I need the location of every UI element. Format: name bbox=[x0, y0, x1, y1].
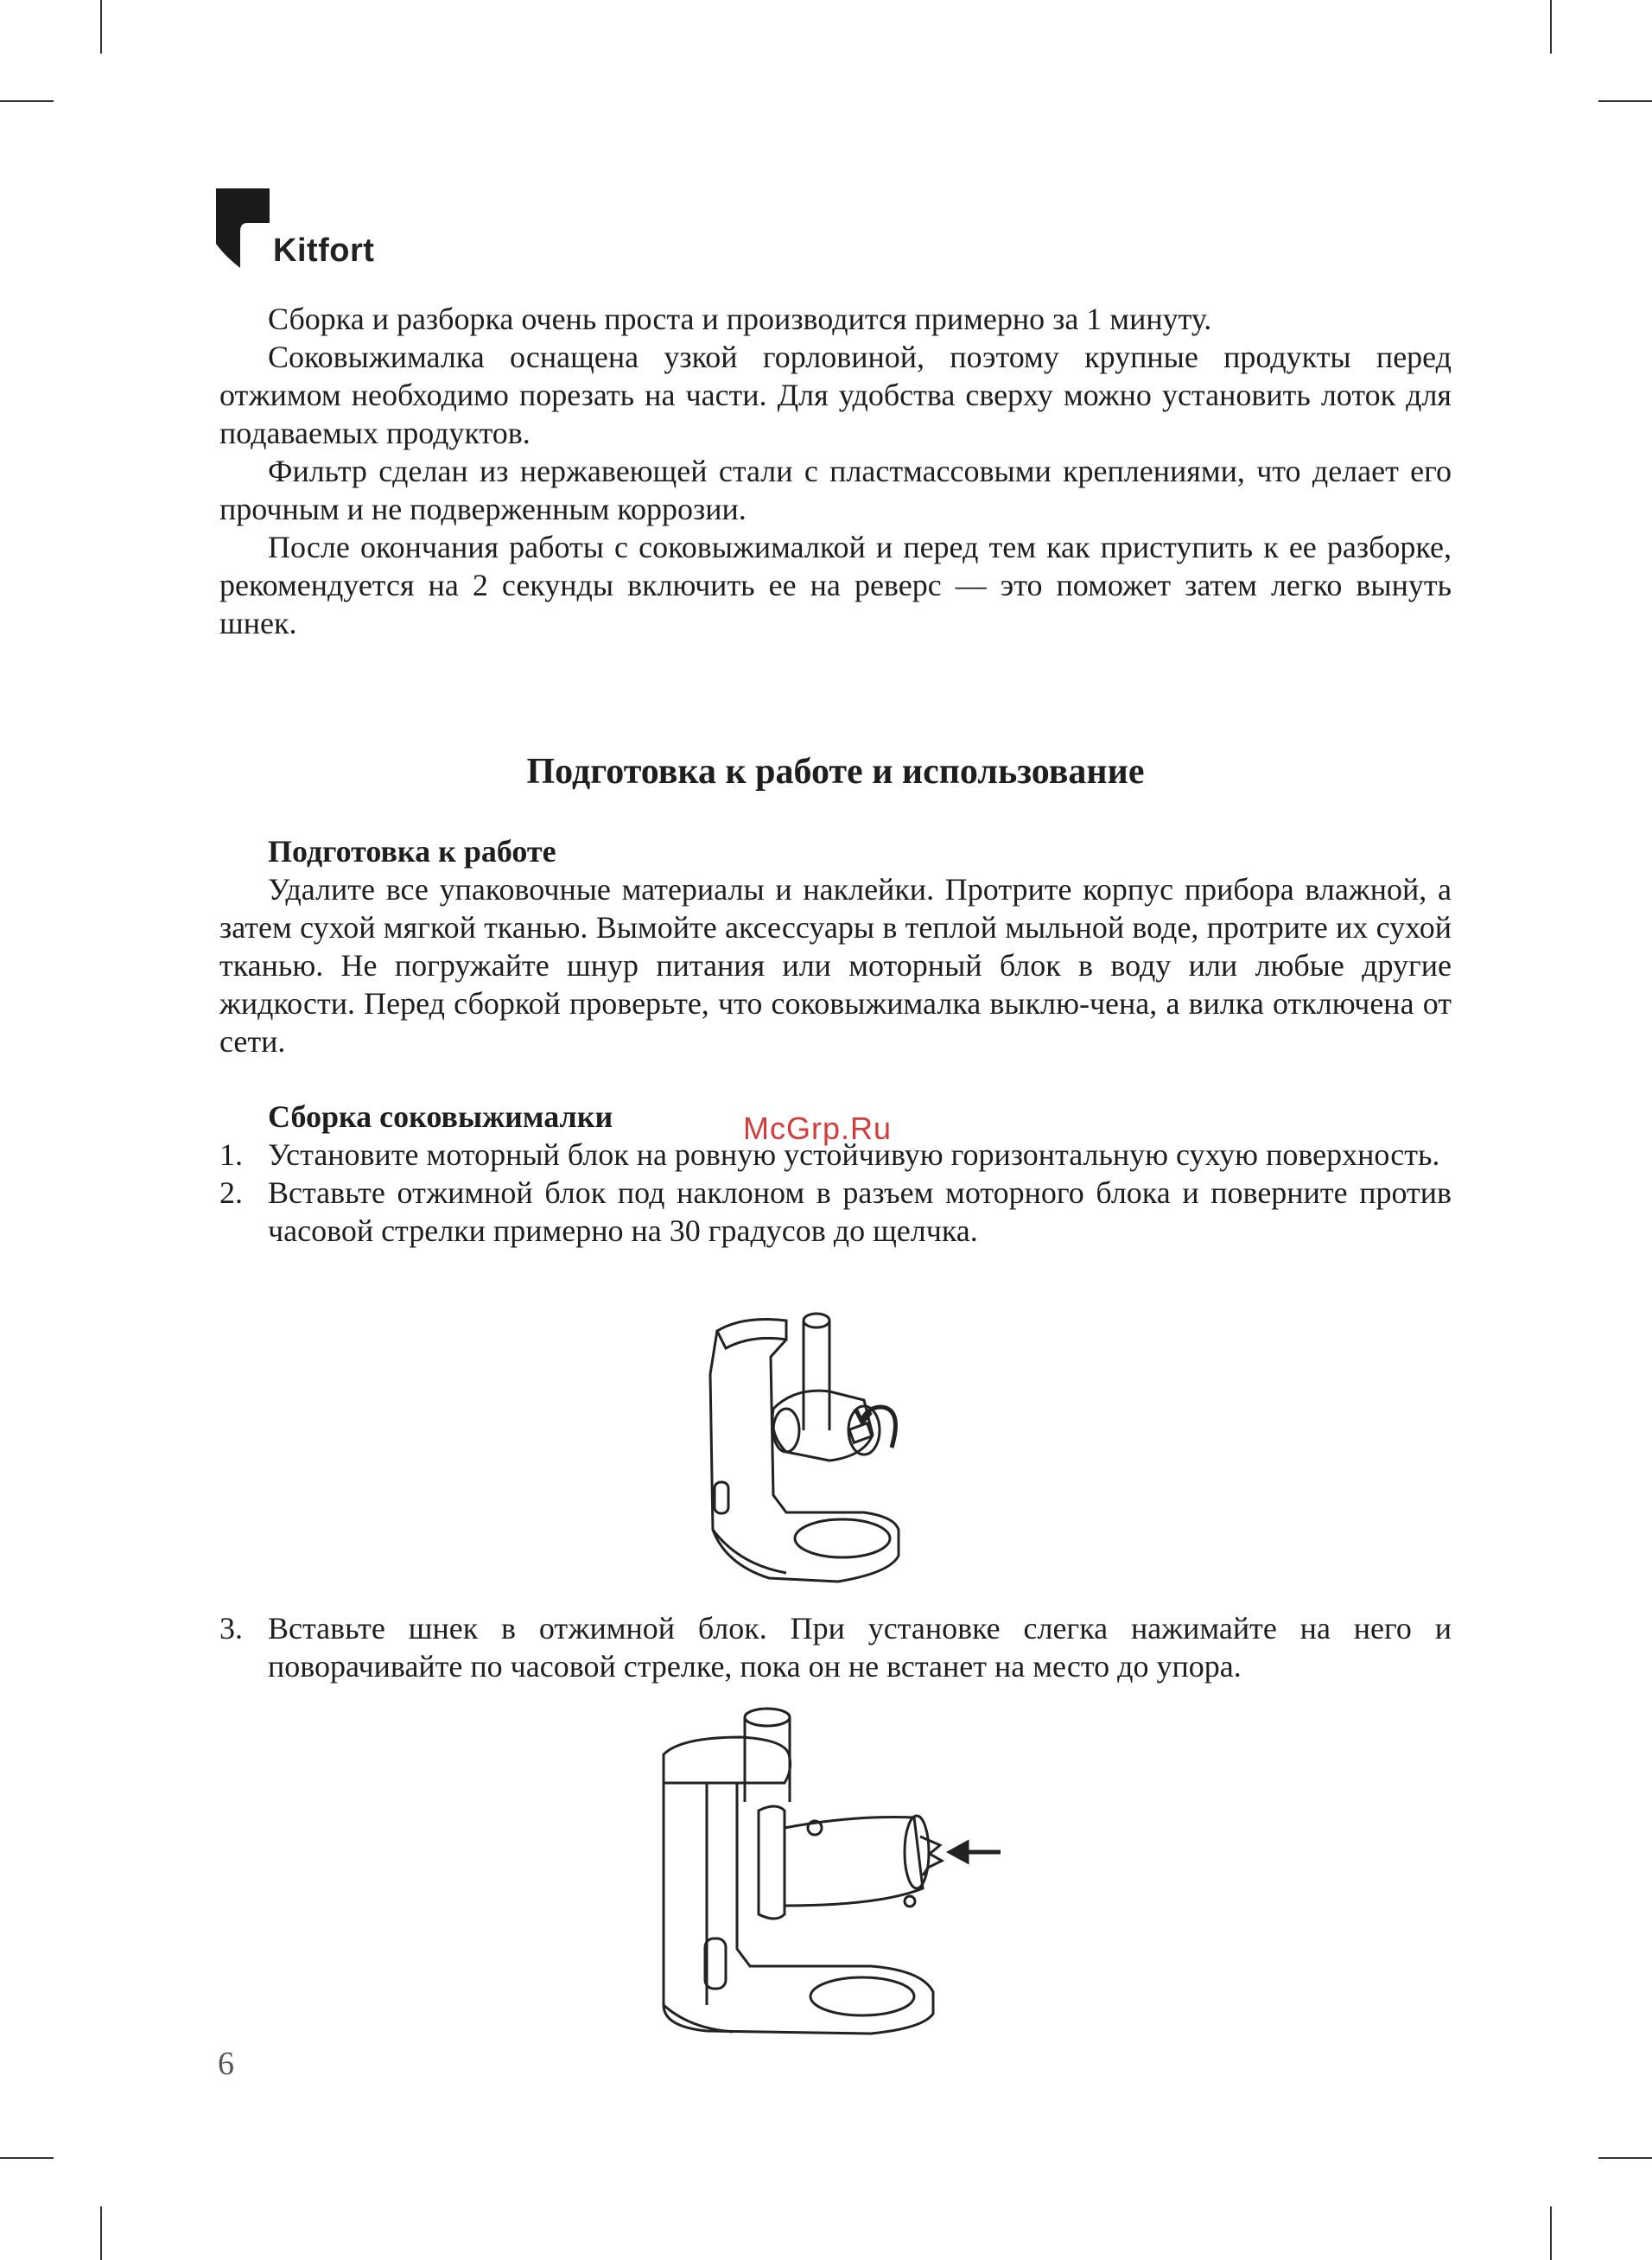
crop-mark bbox=[100, 0, 102, 54]
intro-text bbox=[219, 300, 1452, 642]
paragraph: После окончания работы с соковыжималкой и перед тем как приступить к ее разборке, рекомендуется на 2 секунды включить ее на реверс — это поможет затем легко вынуть шнек. bbox=[219, 530, 1452, 640]
list-item bbox=[219, 1174, 1452, 1250]
assembly-heading: Сборка соковыжималки bbox=[268, 1099, 613, 1134]
crop-mark bbox=[1598, 2157, 1652, 2159]
crop-mark bbox=[100, 2206, 102, 2260]
crop-mark bbox=[0, 2157, 54, 2159]
list-number: 3. bbox=[219, 1611, 243, 1646]
list-text: Вставьте отжимной блок под наклоном в разъем моторного блока и поверните против часовой стрелки примерно на 30 градусов до щелчка. bbox=[268, 1175, 1452, 1248]
paragraph: Соковыжималка оснащена узкой горловиной, поэтому крупные продукты перед отжимом необходимо порезать на части. Для удобства сверху можно установить лоток для подаваемых продуктов. bbox=[219, 340, 1452, 450]
prep-text: Удалите все упаковочные материалы и наклейки. Протрите корпус прибора влажной, а затем сухой мягкой тканью. Вымойте аксессуары в теплой мыльной воде, протрите их сухой тканью. Не погружайте шнур питания или моторный блок в воду или любые другие жидкости. Перед сборкой проверьте, что соковыжималка выклю-чена, а вилка отключена от сети. bbox=[219, 872, 1452, 1059]
juicer-assembly-illustration-2 bbox=[655, 1707, 1070, 2053]
list-text: Установите моторный блок на ровную устойчивую горизонтальную сухую поверхность. bbox=[268, 1137, 1440, 1172]
crop-mark bbox=[0, 100, 54, 102]
prep-heading: Подготовка к работе bbox=[268, 834, 556, 869]
section-title: Подготовка к работе и использование bbox=[526, 752, 1145, 792]
paragraph: Фильтр сделан из нержавеющей стали с пластмассовыми креплениями, что делает его прочным и не подверженным коррозии. bbox=[219, 454, 1452, 526]
list-text: Вставьте шнек в отжимной блок. При установке слегка нажимайте на него и поворачивайте по часовой стрелке, пока он не встанет на место до упора. bbox=[268, 1611, 1452, 1684]
crop-mark bbox=[1598, 100, 1652, 102]
prep-section bbox=[219, 832, 1452, 1060]
list-number: 2. bbox=[219, 1175, 243, 1210]
watermark: McGrp.Ru bbox=[743, 1111, 893, 1146]
crop-mark bbox=[1550, 0, 1552, 54]
brand-logo bbox=[216, 188, 374, 268]
list-number: 1. bbox=[219, 1137, 243, 1172]
kitfort-logo-icon bbox=[216, 188, 270, 268]
list-item bbox=[219, 1609, 1452, 1685]
page-number: 6 bbox=[218, 2046, 234, 2082]
juicer-assembly-illustration-1 bbox=[691, 1305, 933, 1590]
brand-name: Kitfort bbox=[273, 232, 375, 269]
crop-mark bbox=[1550, 2206, 1552, 2260]
paragraph: Сборка и разборка очень проста и производится примерно за 1 минуту. bbox=[268, 302, 1212, 336]
